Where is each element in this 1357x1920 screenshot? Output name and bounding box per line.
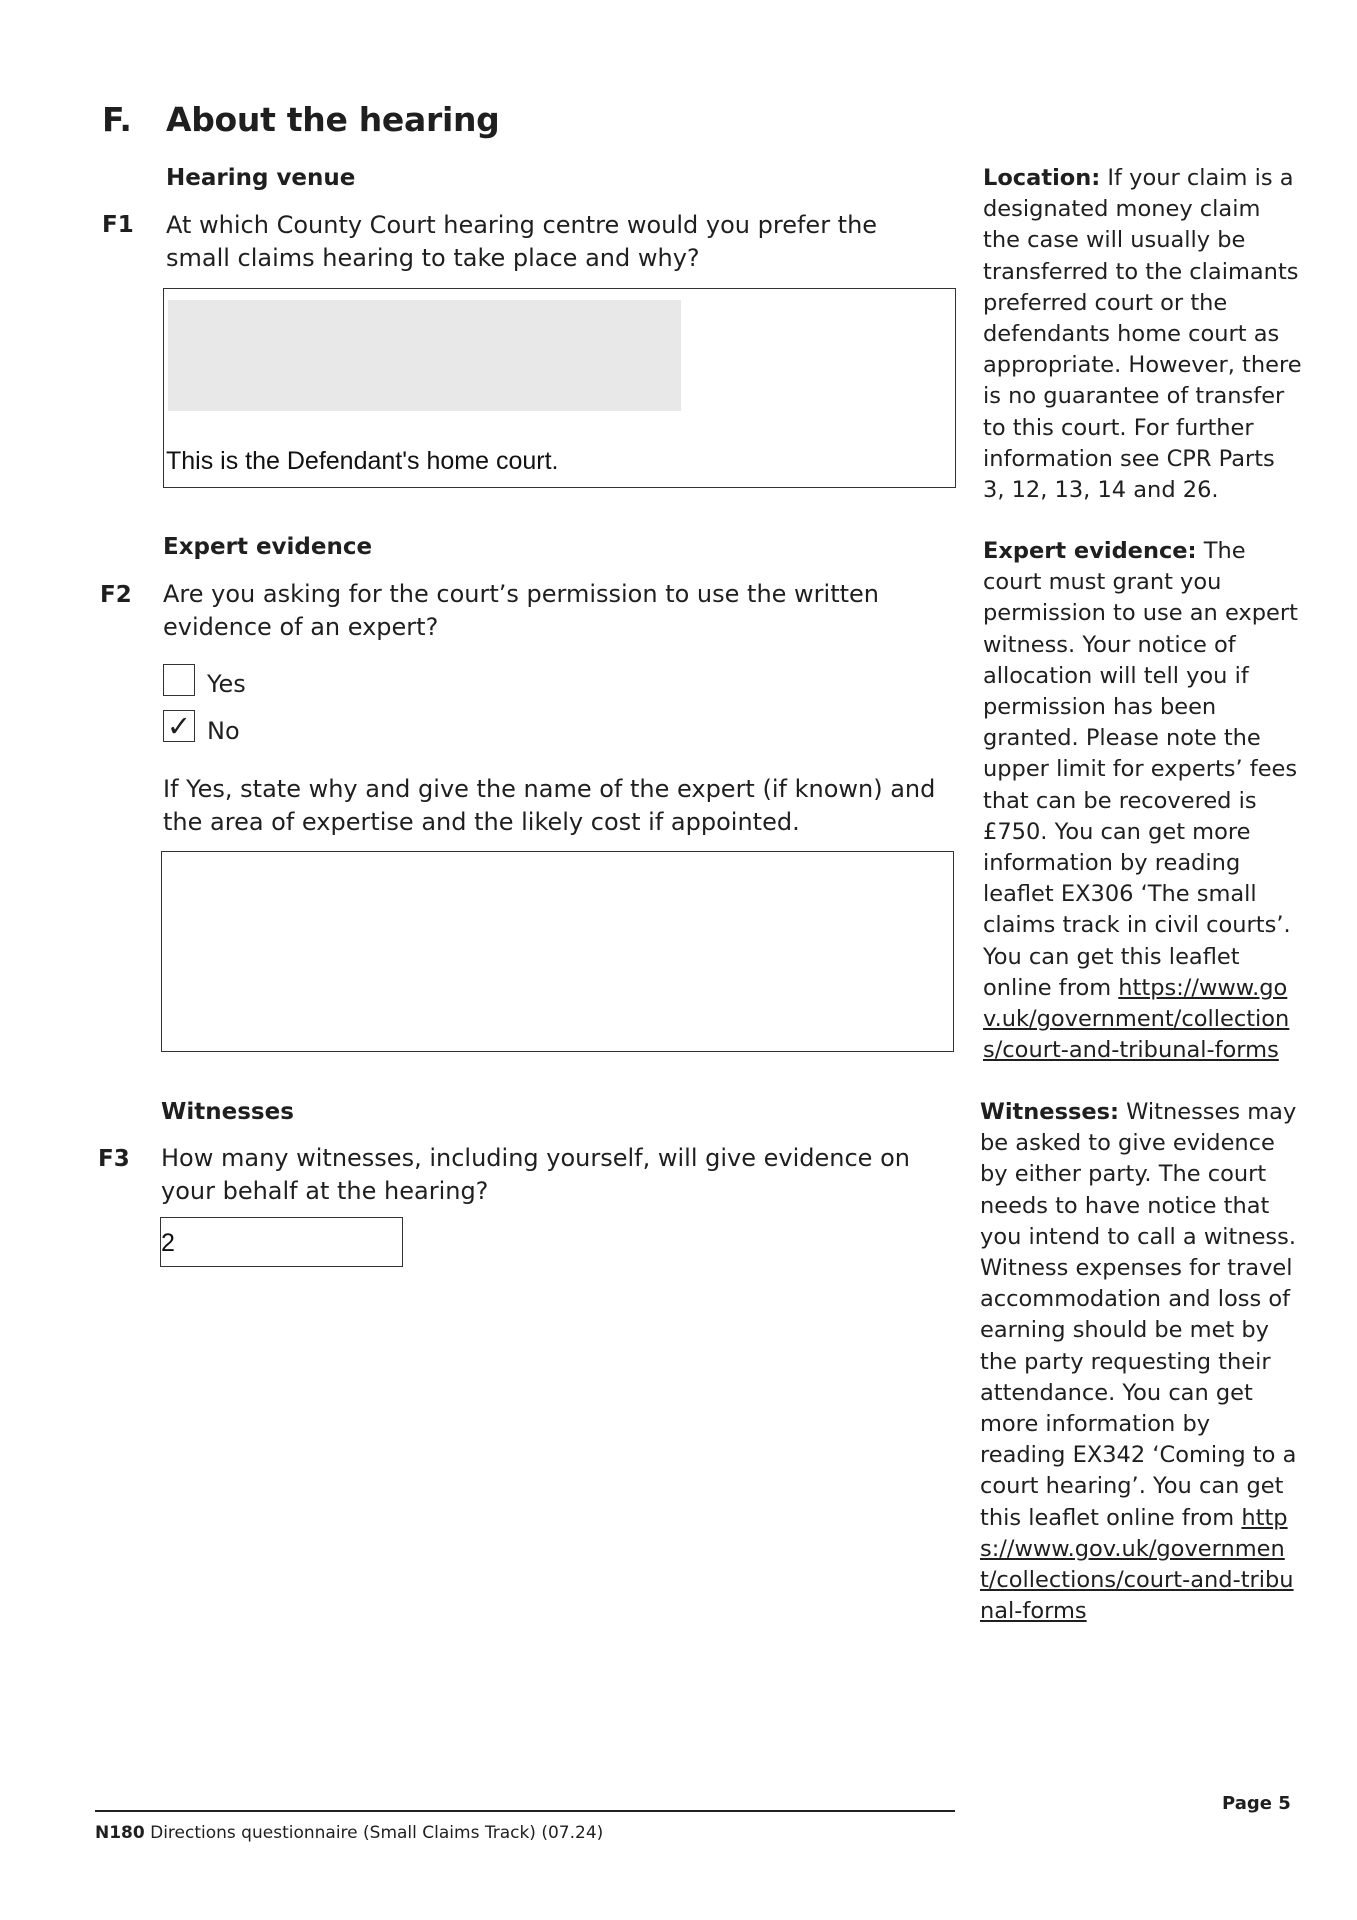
f2-question: Are you asking for the court’s permission to use the written evidence of an expert? [163, 580, 880, 641]
expert-evidence-heading: Expert evidence [163, 534, 373, 560]
witnesses-note [980, 1097, 1300, 1627]
expert-note [983, 536, 1303, 1066]
expert-note-title: Expert evidence: [983, 538, 1197, 564]
location-note-title: Location: [983, 165, 1101, 191]
checkmark-icon: ✓ [166, 709, 192, 743]
page-number: Page 5 [1222, 1793, 1291, 1814]
f1-answer-box[interactable] [163, 288, 956, 488]
expert-note-link[interactable]: https://www.gov.uk/government/collections/court-and-tribunal-forms [983, 974, 1290, 1064]
f2-label: F2 [100, 582, 132, 608]
witnesses-note-body: Witnesses may be asked to give evidence by either party. The court needs to have notice that you intend to call a witness. Witness expenses for travel accommodation and loss of earning should be met by the party requesting their attendance. You can get more information by reading EX342 ‘Coming to a court hearing’. You can get this leaflet online from [980, 1099, 1297, 1531]
f1-label: F1 [102, 212, 134, 238]
location-note-body: If your claim is a designated money claim the case will usually be transferred to the claimants preferred court or the defendants home court as appropriate. However, there is no guarantee of transfer to this court. For further information see CPR Parts 3, 12, 13, 14 and 26. [983, 165, 1302, 504]
f3-question: How many witnesses, including yourself, will give evidence on your behalf at the hearing? [161, 1144, 910, 1205]
f3-answer-box[interactable] [160, 1217, 403, 1267]
f1-question: At which County Court hearing centre would you prefer the small claims hearing to take place and why? [166, 211, 878, 272]
f2-followup-text: If Yes, state why and give the name of the expert (if known) and the area of expertise and the likely cost if appointed. [163, 775, 936, 836]
footer-form-code: N180 [95, 1823, 145, 1843]
yes-label: Yes [207, 670, 246, 698]
f3-label: F3 [98, 1146, 130, 1172]
section-heading: About the hearing [166, 100, 500, 139]
section-title [102, 100, 499, 139]
footer-form-info [95, 1823, 603, 1843]
no-label: No [207, 717, 240, 745]
section-letter: F. [102, 100, 132, 139]
footer-divider [95, 1810, 955, 1812]
hearing-venue-heading: Hearing venue [166, 165, 356, 191]
footer-form-name: Directions questionnaire (Small Claims Track) (07.24) [144, 1823, 604, 1843]
f3-answer-text: 2 [161, 1229, 175, 1257]
location-note [983, 163, 1303, 506]
witnesses-heading: Witnesses [161, 1099, 294, 1125]
witnesses-note-link[interactable]: https://www.gov.uk/government/collections/court-and-tribunal-forms [980, 1504, 1294, 1625]
witnesses-note-title: Witnesses: [980, 1099, 1119, 1125]
no-checkbox[interactable] [163, 710, 195, 742]
f1-answer-text: This is the Defendant's home court. [166, 447, 559, 475]
yes-checkbox[interactable] [163, 664, 195, 696]
expert-note-body: The court must grant you permission to use an expert witness. Your notice of allocation will tell you if permission has been granted. Please note the upper limit for experts’ fees that can be recovered is £750. You can get more information by reading leaflet EX306 ‘The small claims track in civil courts’. You can get this leaflet online from [983, 538, 1298, 1001]
f2-answer-box[interactable] [161, 851, 954, 1052]
redacted-area [168, 300, 681, 411]
